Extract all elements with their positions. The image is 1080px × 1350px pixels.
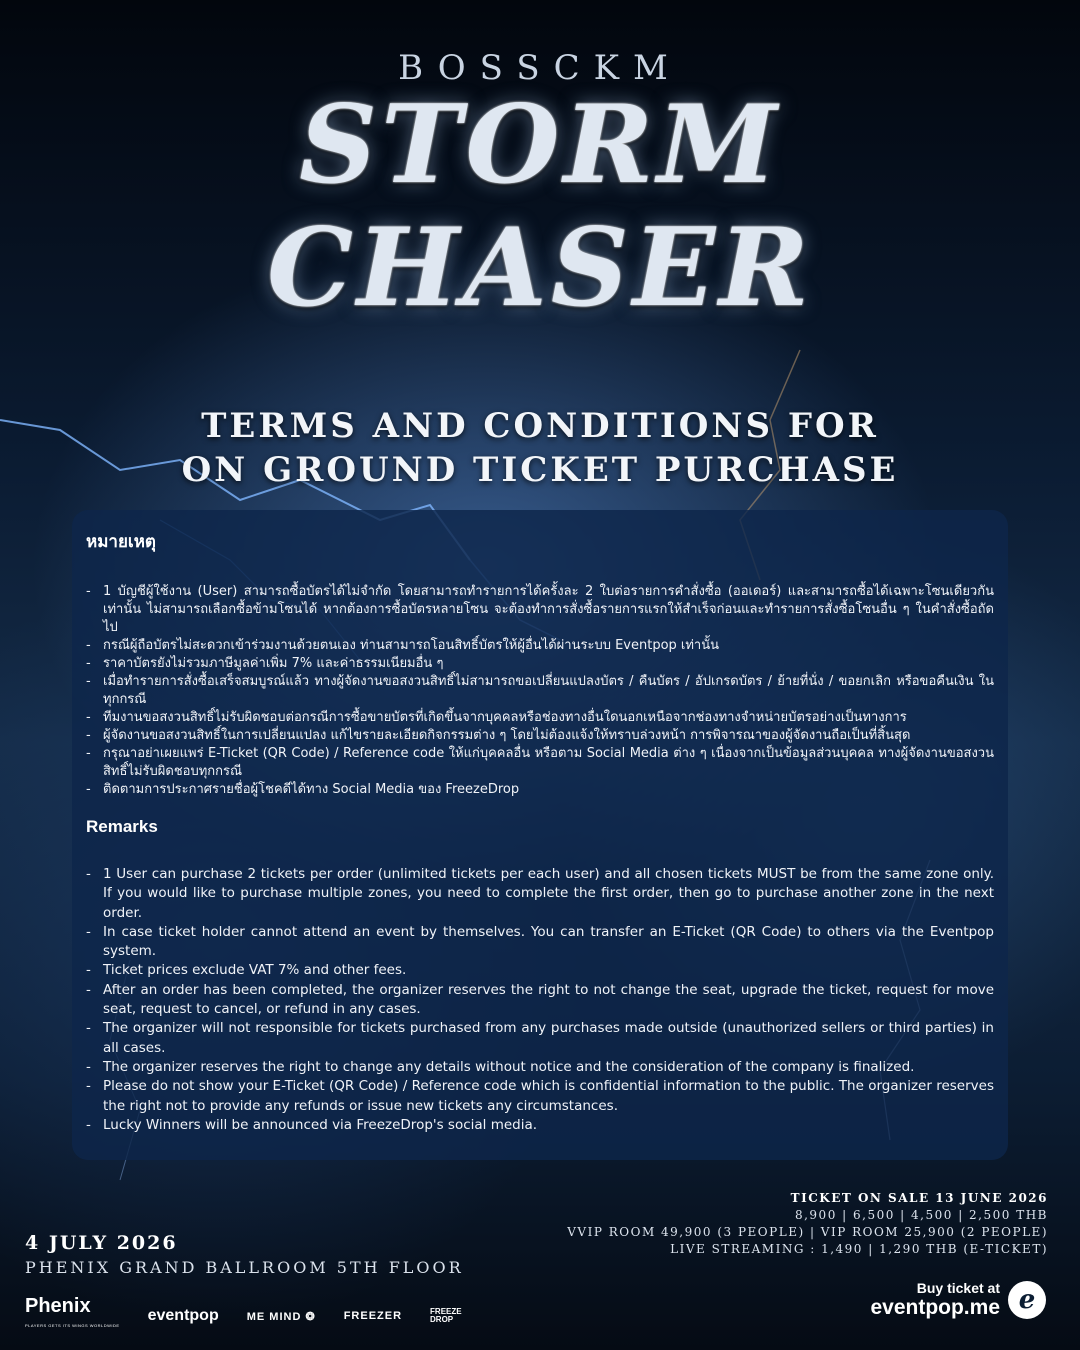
page-title-line2: ON GROUND TICKET PURCHASE xyxy=(181,450,899,490)
memind-logo xyxy=(247,1310,316,1323)
list-item: - เมื่อทำรายการสั่งซื้อเสร็จสมบูรณ์แล้ว ทางผู้จัดงานขอสงวนสิทธิ์ไม่สามารถขอเปลี่ยนแปลงบัตร / คืนบัตร / อัปเกรดบัตร / ย้ายที่นั่ง / ขอยกเลิก หรือขอคืนเงิน ในทุกกรณี xyxy=(86,673,994,709)
list-item: - ทีมงานขอสงวนสิทธิ์ไม่รับผิดชอบต่อกรณีการซื้อขายบัตรที่เกิดขึ้นจากบุคคลหรือช่องทางอื่นใดนอกเหนือจากช่องทางจำหน่ายบัตรอย่างเป็นทางการ xyxy=(86,709,994,727)
page-title-line1: TERMS AND CONDITIONS FOR xyxy=(201,406,879,446)
list-item: - Ticket prices exclude VAT 7% and other fees. xyxy=(86,961,994,980)
list-item: - ผู้จัดงานขอสงวนสิทธิ์ในการเปลี่ยนแปลง แก้ไขรายละเอียดกิจกรรมต่าง ๆ โดยไม่ต้องแจ้งให้ทราบล่วงหน้า การพิจารณาของผู้จัดงานถือเป็นที่สิ้นสุด xyxy=(86,727,994,745)
buy-ticket-link[interactable] xyxy=(870,1280,1046,1320)
list-item: - Lucky Winners will be announced via FreezeDrop's social media. xyxy=(86,1116,994,1135)
buy-ticket-url[interactable]: eventpop.me xyxy=(870,1296,1000,1319)
list-item: - The organizer reserves the right to change any details without notice and the consideration of the company is finalized. xyxy=(86,1058,994,1077)
list-item: - After an order has been completed, the organizer reserves the right to not change the seat, upgrade the ticket, request for move seat, request to cancel, or refund in any cases. xyxy=(86,981,994,1020)
thai-remarks-section xyxy=(86,528,994,799)
list-item: - กรณีผู้ถือบัตรไม่สะดวกเข้าร่วมงานด้วยตนเอง ท่านสามารถโอนสิทธิ์บัตรให้ผู้อื่นได้ผ่านระบบ Eventpop เท่านั้น xyxy=(86,637,994,655)
freezedrop-logo-line2: DROP xyxy=(430,1315,454,1324)
english-remarks-section xyxy=(86,817,994,1135)
list-item: - ราคาบัตรยังไม่รวมภาษีมูลค่าเพิ่ม 7% และค่าธรรมเนียมอื่น ๆ xyxy=(86,655,994,673)
list-item: - The organizer will not responsible for tickets purchased from any purchases made outside (unauthorized sellers or third parties) in all cases. xyxy=(86,1019,994,1058)
list-item: - 1 บัญชีผู้ใช้งาน (User) สามารถซื้อบัตรได้ไม่จำกัด โดยสามารถทำรายการได้ครั้งละ 2 ใบต่อรายการคำสั่งซื้อ (ออเดอร์) และสามารถซื้อได้เฉพาะโซนเดียวกันเท่านั้น ไม่สามารถเลือกซื้อข้ามโซนได้ หากต้องการซื้อบัตรหลายโซน จะต้องทำการสั่งซื้อรายการแรกให้สำเร็จก่อนและทำรายการสั่งซื้อโซนอื่น ๆ ในคำสั่งซื้อถัดไป xyxy=(86,583,994,637)
thai-remarks-title: หมายเหตุ xyxy=(86,532,156,551)
ticket-room-prices: VVIP ROOM 49,900 (3 PEOPLE) | VIP ROOM 25,900 (2 PEOPLE) xyxy=(567,1225,1048,1239)
event-date: 4 JULY 2026 xyxy=(25,1232,178,1254)
phenix-tagline: PLAYERS GETS ITS WINGS WORLDWIDE xyxy=(25,1323,120,1328)
phenix-logo-text: Phenix xyxy=(25,1295,91,1317)
ticket-sale-date: TICKET ON SALE 13 JUNE 2026 xyxy=(790,1191,1048,1205)
list-item: - กรุณาอย่าเผยแพร่ E-Ticket (QR Code) / Reference code ให้แก่บุคคลอื่น หรือตาม Social Media ต่าง ๆ เนื่องจากเป็นข้อมูลส่วนบุคคล ทางผู้จัดงานขอสงวนสิทธิ์ไม่รับผิดชอบทุกกรณี xyxy=(86,745,994,781)
list-item: - ติดตามการประกาศรายชื่อผู้โชคดีได้ทาง Social Media ของ FreezeDrop xyxy=(86,781,994,799)
freezer-logo: FREEZER xyxy=(343,1310,403,1322)
english-remarks-title: Remarks xyxy=(86,817,158,836)
buy-ticket-text xyxy=(870,1280,1000,1320)
sponsor-logos xyxy=(25,1296,462,1336)
buy-ticket-label: Buy ticket at xyxy=(916,1280,1000,1296)
phenix-logo xyxy=(25,1296,120,1336)
page-title xyxy=(0,404,1080,492)
freezedrop-logo xyxy=(430,1308,462,1324)
list-item: - In case ticket holder cannot attend an event by themselves. You can transfer an E-Ticket (QR Code) to others via the Eventpop system. xyxy=(86,923,994,962)
ticket-streaming-prices: LIVE STREAMING : 1,490 | 1,290 THB (E-TICKET) xyxy=(670,1242,1048,1256)
memind-logo-text: ME MIND xyxy=(246,1310,302,1323)
ticket-prices: 8,900 | 6,500 | 4,500 | 2,500 THB xyxy=(794,1208,1048,1222)
eventpop-logo: eventpop xyxy=(147,1307,219,1324)
event-info xyxy=(25,1232,464,1277)
english-remarks-list xyxy=(86,865,994,1135)
list-item: - 1 User can purchase 2 tickets per order (unlimited tickets per each user) and all chosen tickets MUST be from the same zone only. If you would like to purchase multiple zones, you need to complete the first order, then go to purchase another zone in the next order. xyxy=(86,865,994,923)
memind-mark-icon: ❂ xyxy=(305,1310,316,1323)
ticket-info xyxy=(567,1190,1048,1258)
logo-title-line1: STORM xyxy=(299,82,781,208)
terms-panel xyxy=(72,510,1008,1160)
event-venue: PHENIX GRAND BALLROOM 5TH FLOOR xyxy=(25,1258,464,1277)
eventpop-icon: e xyxy=(1008,1281,1046,1319)
freezedrop-logo-line1: FREEZE xyxy=(430,1307,462,1316)
artist-name: BOSSCKM xyxy=(398,48,682,88)
thai-remarks-list xyxy=(86,583,994,799)
logo-title-line2: CHASER xyxy=(267,205,813,331)
list-item: - Please do not show your E-Ticket (QR Code) / Reference code which is confidential information to the public. The organizer reserves the right not to provide any refunds or issue new tickets any circumstances. xyxy=(86,1077,994,1116)
